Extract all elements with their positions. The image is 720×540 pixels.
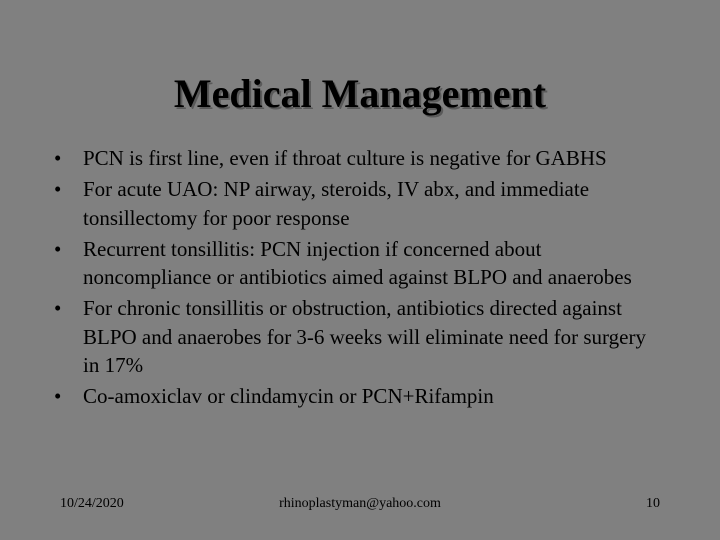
bullet-item-1 [54, 144, 664, 173]
bullet-icon: • [54, 296, 62, 320]
bullet-item-2 [54, 175, 664, 232]
footer-page-number: 10 [646, 496, 660, 511]
bullet-text: Recurrent tonsillitis: PCN injection if concerned about noncompliance or antibiotics aimed against BLPO and anaerobes [83, 236, 632, 289]
bullet-icon: • [54, 146, 62, 170]
slide-title: Medical Management [173, 71, 547, 116]
bullet-icon: • [54, 177, 62, 201]
bullet-item-3 [54, 235, 664, 292]
bullet-text: For chronic tonsillitis or obstruction, antibiotics directed against BLPO and anaerobes for 3-6 weeks will eliminate need for surgery in 17% [83, 296, 646, 377]
bullet-text: For acute UAO: NP airway, steroids, IV abx, and immediate tonsillectomy for poor response [83, 177, 590, 230]
bullet-list [54, 144, 664, 413]
footer-date: 10/24/2020 [60, 496, 124, 511]
footer-email: rhinoplastyman@yahoo.com [279, 496, 441, 511]
bullet-item-4 [54, 294, 664, 380]
bullet-icon: • [54, 384, 62, 408]
bullet-text: Co-amoxiclav or clindamycin or PCN+Rifampin [83, 384, 494, 408]
bullet-icon: • [54, 236, 62, 261]
bullet-text: PCN is first line, even if throat culture is negative for GABHS [83, 146, 607, 170]
bullet-item-5 [54, 382, 664, 411]
